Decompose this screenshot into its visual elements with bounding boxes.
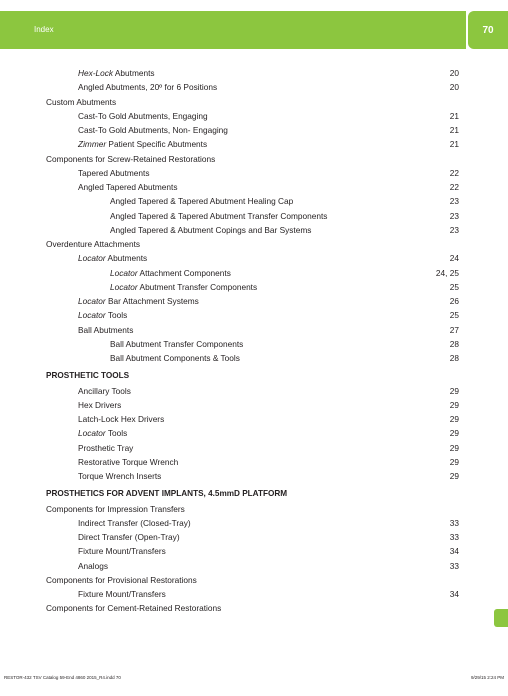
index-entry [0, 80, 508, 94]
index-entry-page: 21 [449, 110, 459, 121]
index-entry-text: Torque Wrench Inserts [78, 471, 162, 481]
index-entry-label [78, 469, 161, 483]
index-entry-text: Indirect Transfer (Closed-Tray) [78, 517, 191, 528]
index-entry-label [78, 587, 166, 601]
index-entry [0, 384, 508, 398]
index-entry-text: Tapered Abutments [78, 167, 150, 178]
print-slug-date: 9/29/15 2:24 PM [470, 675, 504, 680]
index-entry-text: Cast-To Gold Abutments, Non- Engaging [78, 125, 228, 135]
index-entry-text: Latch-Lock Hex Drivers [78, 414, 165, 424]
index-entry [0, 601, 508, 615]
index-entry-label [78, 251, 147, 265]
index-entry [0, 223, 508, 237]
index-entry-label [78, 530, 180, 544]
index-entry-text: Direct Transfer (Open-Tray) [78, 532, 180, 542]
index-entry-label [78, 123, 228, 137]
index-entry-label [110, 351, 240, 365]
index-entry [0, 209, 508, 223]
index-entry [0, 544, 508, 558]
index-entry-brand: Locator [78, 296, 106, 306]
index-entry-text: Angled Tapered & Tapered Abutment Healing Cap [110, 196, 294, 207]
index-entry-label [110, 223, 311, 237]
index-entry-text: Ball Abutment Transfer Components [110, 338, 244, 349]
index-entry [0, 398, 508, 412]
index-entry [0, 351, 508, 365]
index-entry-label [78, 294, 199, 308]
index-entry-page: 29 [449, 442, 459, 453]
index-entry-page: 22 [449, 182, 459, 192]
index-entry-label [46, 95, 116, 109]
index-entry-page: 22 [449, 167, 459, 178]
index-entry-label [78, 66, 155, 80]
index-entry-page: 28 [449, 338, 459, 349]
index-entry-label [110, 266, 231, 280]
index-entry-text: Analogs [78, 560, 108, 571]
index-entry-text: Cast-To Gold Abutments, Engaging [78, 110, 208, 121]
index-entry-brand: Locator [110, 267, 138, 278]
index-entry-label [78, 559, 108, 573]
index-entry-brand: Locator [78, 428, 106, 439]
index-entry-page: 29 [449, 471, 459, 481]
index-entry [0, 530, 508, 544]
index-entry-page: 24 [449, 253, 459, 264]
index-entry-page: 29 [449, 428, 459, 439]
index-entry-label [110, 280, 257, 294]
index-entry-page: 24, 25 [435, 267, 459, 278]
index-entry-label [110, 209, 327, 223]
index-entry-page: 33 [449, 517, 459, 528]
index-entry-text: Ancillary Tools [78, 385, 131, 396]
index-entry-label [46, 502, 185, 516]
index-entry [0, 323, 508, 337]
index-entry-page: 20 [449, 68, 459, 78]
index-entry-label [78, 137, 207, 151]
index-entry-text: Angled Tapered & Tapered Abutment Transfer Components [110, 210, 328, 221]
section-heading-text: PROSTHETIC TOOLS [46, 371, 130, 381]
index-entry-page: 25 [449, 310, 459, 321]
index-entry [0, 426, 508, 440]
index-entry-label [78, 441, 133, 455]
index-entry-text: Fixture Mount/Transfers [78, 546, 166, 557]
index-entry-page: 33 [449, 560, 459, 571]
index-entry-text: Hex Drivers [78, 399, 122, 410]
index-entry-label [78, 323, 133, 337]
index-entry-text: Angled Tapered Abutments [78, 182, 178, 192]
index-entry-label [46, 601, 221, 615]
index-entry-brand: Locator [110, 281, 138, 292]
index-entry-page: 23 [449, 210, 459, 221]
index-entry-text: Abutments [113, 68, 155, 78]
index-entry [0, 573, 508, 587]
index-entry [0, 441, 508, 455]
section-heading [0, 487, 508, 501]
index-entry [0, 194, 508, 208]
index-entry [0, 587, 508, 601]
index-entry-text: Bar Attachment Systems [105, 296, 199, 306]
index-entry-label [78, 412, 164, 426]
index-entry [0, 137, 508, 151]
index-list [0, 66, 508, 616]
index-entry-text: Patient Specific Abutments [106, 139, 208, 150]
index-entry-page: 21 [449, 125, 459, 135]
index-entry-label [46, 152, 215, 166]
index-entry-text: Restorative Torque Wrench [78, 456, 179, 467]
index-entry-text: Tools [105, 310, 128, 321]
index-entry-page: 20 [449, 82, 459, 93]
index-entry-text: Fixture Mount/Transfers [78, 589, 166, 599]
page-number: 70 [482, 25, 494, 36]
index-entry [0, 502, 508, 516]
index-entry-page: 27 [449, 324, 459, 335]
index-entry-page: 34 [449, 589, 459, 599]
index-entry-label [78, 80, 217, 94]
index-entry-page: 33 [449, 532, 459, 542]
index-entry-page: 23 [449, 224, 459, 235]
page-number-tab [468, 11, 508, 49]
index-entry-text: Abutment Transfer Components [137, 281, 258, 292]
index-entry-text: Attachment Components [137, 267, 231, 278]
index-entry-text: Components for Cement-Retained Restorations [46, 603, 222, 614]
index-entry [0, 152, 508, 166]
index-entry-page: 29 [449, 385, 459, 396]
index-entry-page: 21 [449, 139, 459, 150]
index-entry-text: Overdenture Attachments [46, 239, 141, 249]
index-entry [0, 337, 508, 351]
index-entry [0, 412, 508, 426]
print-slug-file: RESTOR-432 TSV Catalog 59-End 4860 2015_R4.indd 70 [4, 675, 121, 680]
index-entry-label [78, 455, 178, 469]
index-entry-label [78, 426, 127, 440]
index-entry-text: Components for Provisional Restorations [46, 574, 197, 585]
index-entry-label [78, 166, 150, 180]
index-entry [0, 516, 508, 530]
index-entry-text: Components for Impression Transfers [46, 503, 185, 514]
index-entry-page: 29 [449, 399, 459, 410]
index-entry [0, 280, 508, 294]
index-entry-text: Angled Tapered & Abutment Copings and Bar Systems [110, 224, 312, 235]
header-bar [0, 11, 466, 49]
index-entry-text: Tools [105, 428, 128, 439]
section-heading [0, 369, 508, 383]
index-entry-label [78, 398, 121, 412]
index-entry-label [78, 384, 131, 398]
index-entry-text: Angled Abutments, 20º for 6 Positions [78, 82, 218, 93]
index-entry [0, 455, 508, 469]
index-entry-text: Ball Abutment Components & Tools [110, 353, 240, 363]
index-entry [0, 166, 508, 180]
index-entry-brand: Hex-Lock [78, 68, 114, 78]
index-entry-brand: Locator [78, 253, 106, 264]
index-entry-text: Abutments [105, 253, 148, 264]
index-entry-text: Ball Abutments [78, 324, 134, 335]
index-entry-label [78, 180, 177, 194]
index-entry [0, 123, 508, 137]
index-entry-text: Prosthetic Tray [78, 442, 134, 453]
index-entry [0, 294, 508, 308]
index-entry-label [78, 308, 127, 322]
index-entry [0, 109, 508, 123]
index-entry-page: 29 [449, 456, 459, 467]
index-entry-page: 26 [449, 296, 459, 306]
index-entry [0, 251, 508, 265]
index-entry [0, 95, 508, 109]
index-entry-page: 25 [449, 281, 459, 292]
index-entry-label [78, 516, 191, 530]
index-entry-label [110, 194, 293, 208]
index-entry-label [78, 544, 166, 558]
index-entry-brand: Zimmer [78, 139, 107, 150]
header-title: Index [34, 25, 54, 34]
index-entry-page: 23 [449, 196, 459, 207]
index-entry-page: 28 [449, 353, 459, 363]
index-entry-page: 29 [449, 414, 459, 424]
index-entry-label [46, 573, 197, 587]
index-entry-text: Custom Abutments [46, 96, 117, 107]
index-entry [0, 266, 508, 280]
index-entry-label [78, 109, 208, 123]
section-heading-text: PROSTHETICS FOR ADVENT IMPLANTS, 4.5mmD PLATFORM [46, 489, 288, 499]
index-entry [0, 559, 508, 573]
index-entry-label [46, 237, 140, 251]
index-entry-brand: Locator [78, 310, 106, 321]
index-entry [0, 66, 508, 80]
index-entry-text: Components for Screw-Retained Restorations [46, 153, 216, 164]
index-entry [0, 469, 508, 483]
index-entry [0, 308, 508, 322]
index-entry-label [110, 337, 243, 351]
index-entry-page: 34 [449, 546, 459, 557]
index-entry [0, 180, 508, 194]
index-entry [0, 237, 508, 251]
